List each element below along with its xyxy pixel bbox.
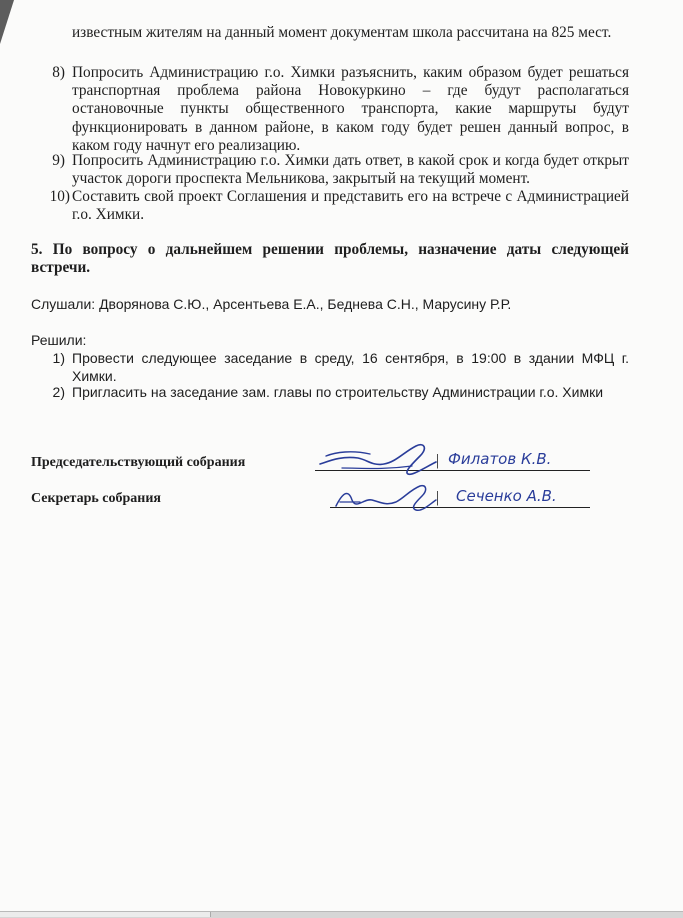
section-5-heading: 5. По вопросу о дальнейшем решении проблемы, назначение даты следующей встречи.: [31, 241, 629, 277]
chair-handwritten-signature: [312, 438, 442, 478]
decision-number: 1): [52, 350, 65, 366]
decided-label: Решили:: [31, 332, 87, 348]
list-item-text: Попросить Администрацию г.о. Химки разъяснить, каким образом будет решаться транспортная проблема района Новокуркино – где будут располагаться остановочные пункты общественного транспорта, какие маршруты будут функционировать в данном районе, в каком году будет решен данный вопрос, в каком году начнут его реализацию.: [72, 64, 629, 154]
scan-corner-shadow: [0, 0, 14, 44]
secretary-name: Сеченко А.В.: [456, 487, 557, 505]
secretary-handwritten-signature: [330, 480, 440, 514]
list-item-text: Составить свой проект Соглашения и представить его на встрече с Администрацией г.о. Химки.: [72, 188, 629, 224]
heard-line: Слушали: Дворянова С.Ю., Арсентьева Е.А., Беднева С.Н., Марусину Р.Р.: [31, 296, 512, 312]
intro-text: известным жителям на данный момент документам школа рассчитана на 825 мест.: [72, 24, 612, 41]
list-item-number: 8): [52, 64, 65, 81]
chair-label: Председательствующий собрания: [31, 455, 246, 470]
chair-line-separator: |: [436, 452, 440, 469]
decision-text: Пригласить на заседание зам. главы по строительству Администрации г.о. Химки: [72, 384, 604, 400]
list-item-number: 9): [52, 152, 65, 169]
secretary-name-line: [440, 507, 590, 508]
list-item-number: 10): [49, 188, 70, 205]
secretary-line-separator: |: [436, 489, 440, 506]
decision-text: Провести следующее заседание в среду, 16 сентября, в 19:00 в здании МФЦ г. Химки.: [72, 350, 629, 385]
scan-bottom-tab: [0, 912, 211, 917]
list-item-text: Попросить Администрацию г.о. Химки дать ответ, в какой срок и когда будет открыт участок дороги проспекта Мельникова, закрытый на текущий момент.: [72, 152, 629, 188]
secretary-label: Секретарь собрания: [31, 491, 162, 506]
decision-number: 2): [52, 384, 65, 400]
chair-name-line: [440, 470, 590, 471]
chair-name: Филатов К.В.: [448, 450, 552, 468]
